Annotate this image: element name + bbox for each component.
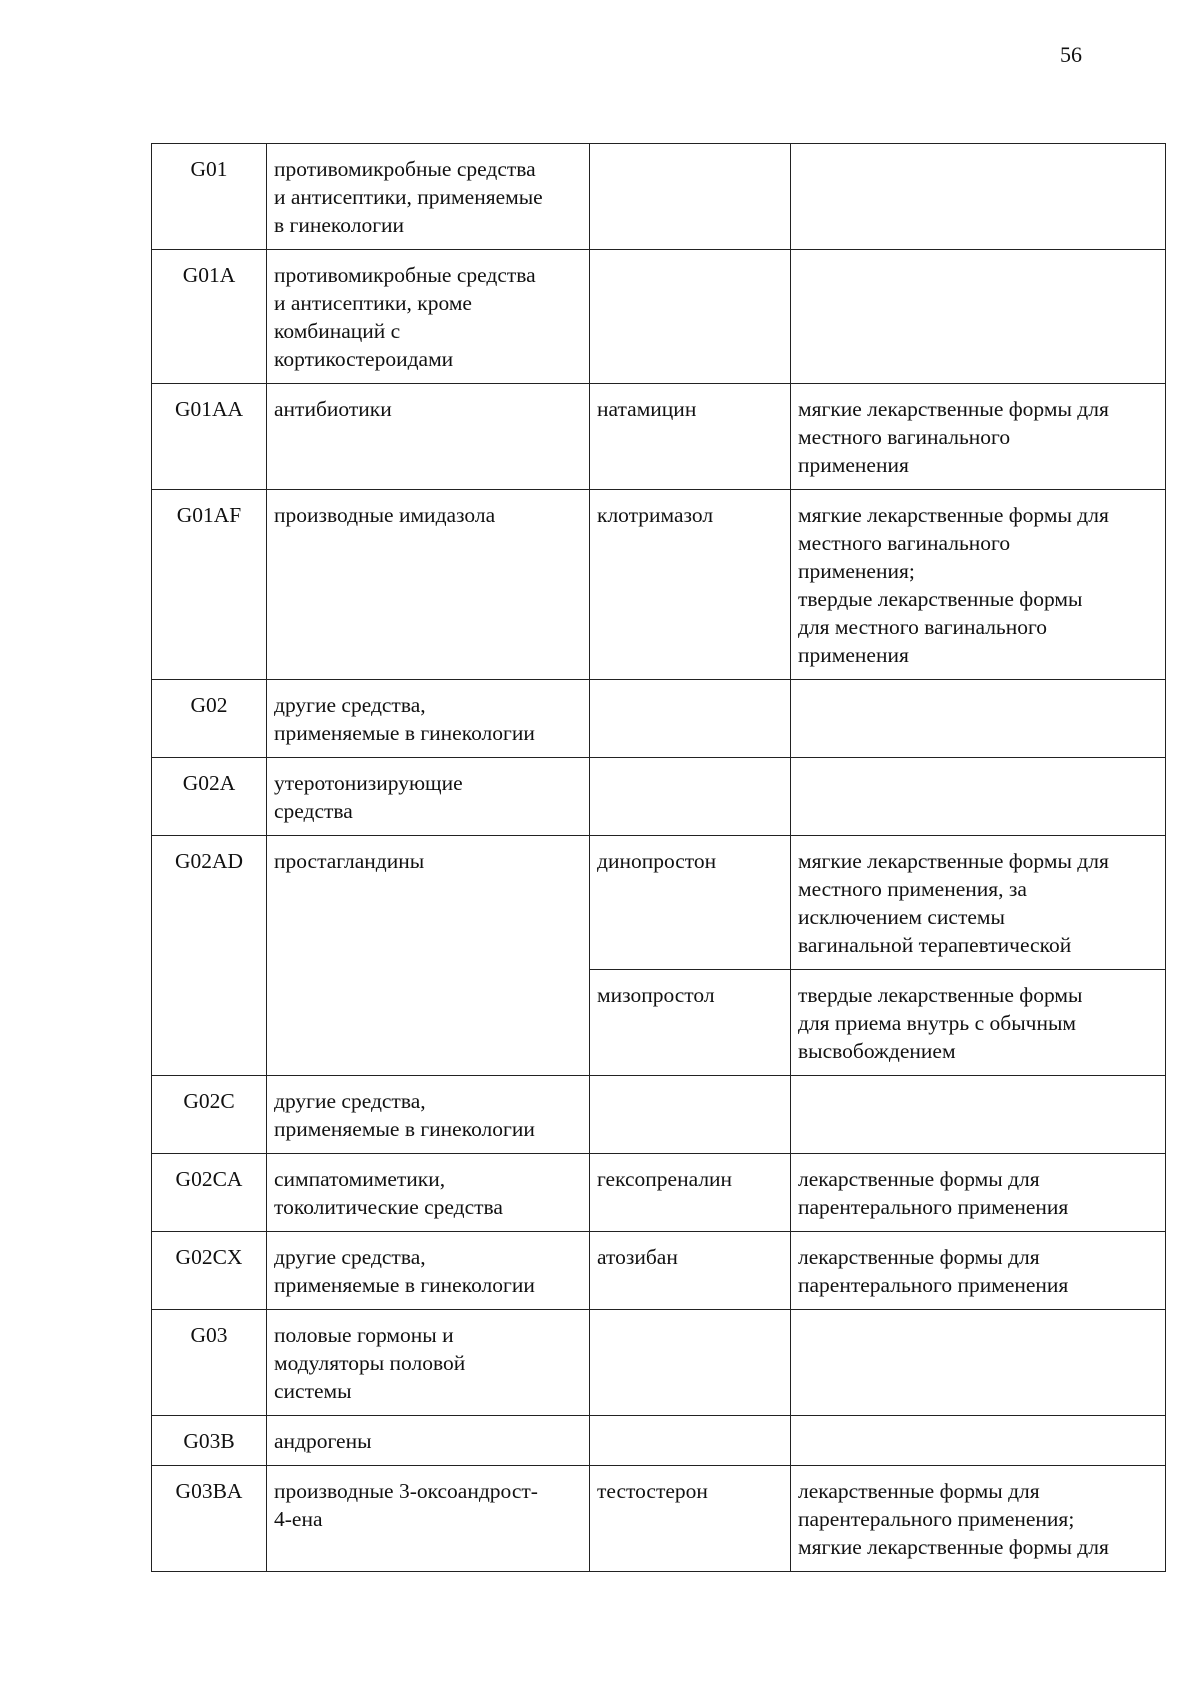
table-row	[152, 1232, 1166, 1310]
dosage-form-cell: мягкие лекарственные формы для местного применения, за исключением системы вагинальной терапевтической	[791, 836, 1166, 970]
group-name-cell: антибиотики	[267, 384, 590, 490]
group-name-cell: другие средства, применяемые в гинекологии	[267, 680, 590, 758]
group-name-cell: противомикробные средства и антисептики, кроме комбинаций с кортикостероидами	[267, 250, 590, 384]
group-name-cell: противомикробные средства и антисептики, применяемые в гинекологии	[267, 144, 590, 250]
page-number: 56	[1060, 42, 1082, 67]
atc-code-cell: G02C	[152, 1076, 267, 1154]
atc-code-cell: G02CA	[152, 1154, 267, 1232]
atc-code-cell: G01	[152, 144, 267, 250]
group-name-cell: простагландины	[267, 836, 590, 1076]
drug-name-cell: клотримазол	[590, 490, 791, 680]
drug-name-cell: тестостерон	[590, 1466, 791, 1572]
dosage-form-cell: лекарственные формы для парентерального применения	[791, 1232, 1166, 1310]
table-row	[152, 490, 1166, 680]
dosage-form-cell	[791, 1416, 1166, 1466]
drug-classification-table	[151, 143, 1166, 1572]
dosage-form-cell: мягкие лекарственные формы для местного вагинального применения; твердые лекарственные формы для местного вагинального применения	[791, 490, 1166, 680]
drug-name-cell: гексопреналин	[590, 1154, 791, 1232]
table-row	[152, 836, 1166, 970]
atc-code-cell: G03B	[152, 1416, 267, 1466]
drug-name-cell	[590, 250, 791, 384]
drug-name-cell	[590, 1310, 791, 1416]
table-row	[152, 384, 1166, 490]
atc-code-cell: G02CX	[152, 1232, 267, 1310]
atc-code-cell: G01A	[152, 250, 267, 384]
dosage-form-cell	[791, 758, 1166, 836]
dosage-form-cell	[791, 1076, 1166, 1154]
atc-code-cell: G01AF	[152, 490, 267, 680]
drug-name-cell	[590, 758, 791, 836]
dosage-form-cell: лекарственные формы для парентерального применения	[791, 1154, 1166, 1232]
table-row	[152, 1076, 1166, 1154]
drug-name-cell	[590, 144, 791, 250]
group-name-cell: симпатомиметики, токолитические средства	[267, 1154, 590, 1232]
atc-code-cell: G03BA	[152, 1466, 267, 1572]
atc-code-cell: G02	[152, 680, 267, 758]
group-name-cell: производные 3-оксоандрост- 4-ена	[267, 1466, 590, 1572]
table-row	[152, 144, 1166, 250]
atc-code-cell: G02A	[152, 758, 267, 836]
group-name-cell: производные имидазола	[267, 490, 590, 680]
group-name-cell: утеротонизирующие средства	[267, 758, 590, 836]
drug-name-cell: динопростон	[590, 836, 791, 970]
table-row	[152, 680, 1166, 758]
table-row	[152, 1416, 1166, 1466]
dosage-form-cell	[791, 250, 1166, 384]
table-row	[152, 1466, 1166, 1572]
dosage-form-cell	[791, 680, 1166, 758]
dosage-form-cell: твердые лекарственные формы для приема внутрь с обычным высвобождением	[791, 970, 1166, 1076]
drug-name-cell	[590, 680, 791, 758]
dosage-form-cell	[791, 144, 1166, 250]
dosage-form-cell: лекарственные формы для парентерального применения; мягкие лекарственные формы для	[791, 1466, 1166, 1572]
dosage-form-cell: мягкие лекарственные формы для местного вагинального применения	[791, 384, 1166, 490]
atc-code-cell: G02AD	[152, 836, 267, 1076]
drug-name-cell: мизопростол	[590, 970, 791, 1076]
table-row	[152, 758, 1166, 836]
table-row	[152, 1310, 1166, 1416]
group-name-cell: половые гормоны и модуляторы половой системы	[267, 1310, 590, 1416]
drug-name-cell: натамицин	[590, 384, 791, 490]
group-name-cell: другие средства, применяемые в гинекологии	[267, 1232, 590, 1310]
dosage-form-cell	[791, 1310, 1166, 1416]
table-row	[152, 1154, 1166, 1232]
table-row	[152, 250, 1166, 384]
atc-code-cell: G03	[152, 1310, 267, 1416]
atc-code-cell: G01AA	[152, 384, 267, 490]
drug-name-cell: атозибан	[590, 1232, 791, 1310]
drug-name-cell	[590, 1076, 791, 1154]
drug-name-cell	[590, 1416, 791, 1466]
group-name-cell: андрогены	[267, 1416, 590, 1466]
group-name-cell: другие средства, применяемые в гинекологии	[267, 1076, 590, 1154]
